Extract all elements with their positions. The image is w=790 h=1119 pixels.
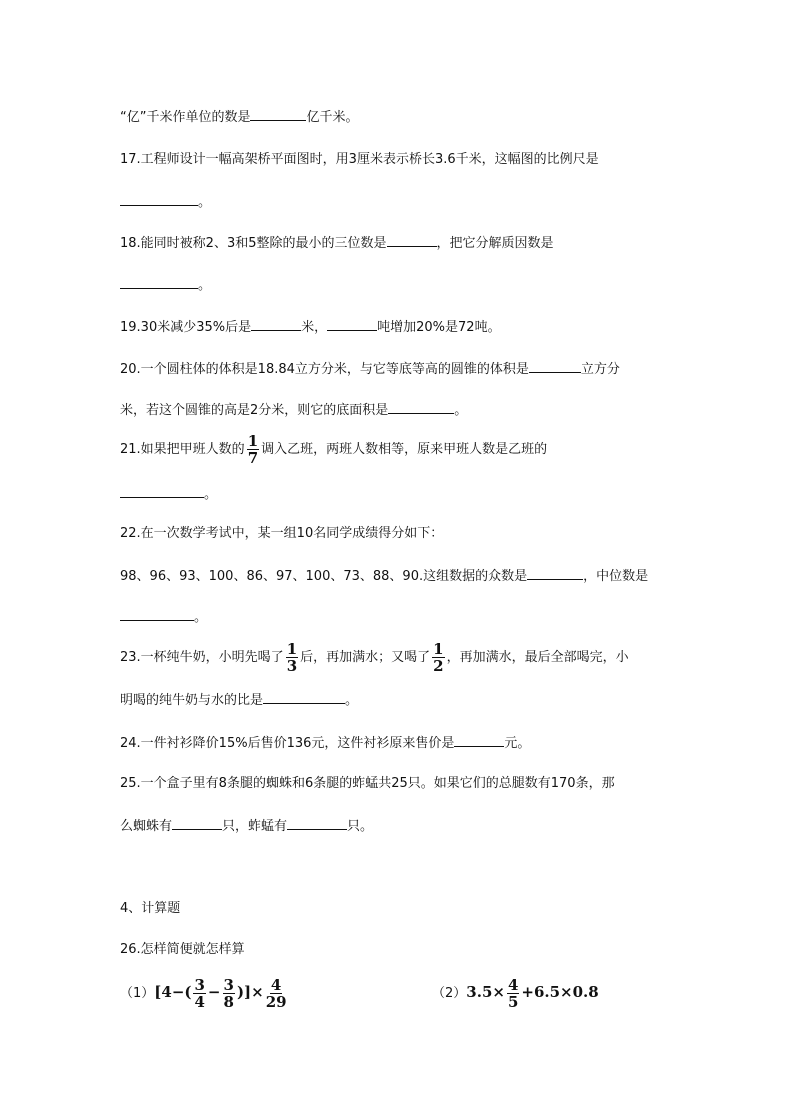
q16-blank[interactable]: [250, 108, 306, 121]
q26-p2-label: （2）: [432, 986, 467, 1001]
q22-answer: [120, 608, 207, 627]
q22-c: ，中位数是: [583, 569, 649, 584]
q18: [120, 234, 554, 253]
q26-p1-f1-num: 3: [194, 975, 205, 994]
q25-d: 只。: [347, 819, 374, 834]
q26-p1-f2-num: 3: [223, 975, 234, 994]
q20-blank-2[interactable]: [388, 401, 454, 414]
q26-p2-den: 5: [507, 992, 519, 1011]
q16-unit: 亿千米。: [306, 110, 359, 125]
q21-answer: [120, 485, 217, 504]
section-4-text: 4、计算题: [120, 901, 181, 916]
q26-p1-f2-den: 8: [223, 992, 234, 1011]
q23-den-2: 2: [433, 657, 444, 675]
q23-den-1: 3: [286, 657, 298, 675]
q26-p1-f3-num: 4: [270, 975, 282, 994]
q25: [120, 775, 615, 793]
q26-p2-frac: [507, 977, 519, 1010]
q19-blank-2[interactable]: [327, 318, 377, 331]
section-4-title: [120, 900, 180, 918]
q26-p1-f1-den: 4: [194, 992, 205, 1011]
q19-b: 米，: [301, 320, 328, 335]
q22-end: 。: [194, 610, 208, 625]
q22-data: [120, 567, 648, 586]
q18-text: 18.能同时被称2、3和5整除的最小的三位数是: [120, 236, 387, 251]
q23-b: 后，再加满水；又喝了: [300, 650, 431, 665]
q24-b: 元。: [504, 736, 531, 751]
q22-blank-2[interactable]: [120, 608, 194, 621]
q20-a: 20.一个圆柱体的体积是18.84立方分米，与它等底等高的圆锥的体积是: [120, 362, 529, 377]
q20-cont: [120, 401, 467, 420]
q18-end: 。: [198, 278, 212, 293]
q22-a: 22.在一次数学考试中，某一组10名同学成绩得分如下：: [120, 526, 444, 541]
q17-end: 。: [198, 195, 212, 210]
q17: [120, 151, 599, 169]
q21-fraction: [247, 433, 259, 466]
q26-p1-f3-den: 29: [265, 992, 287, 1011]
q26-p1-frac-3: [266, 977, 287, 1010]
q26-p1-minus: −: [207, 983, 221, 1001]
q24-a: 24.一件衬衫降价15%后售价136元，这件衬衫原来售价是: [120, 736, 455, 751]
q23-blank[interactable]: [263, 691, 345, 704]
q23-cont: [120, 691, 358, 710]
q20-blank-1[interactable]: [529, 360, 581, 373]
q26-p1-mid: )]×: [236, 983, 264, 1001]
q24: [120, 734, 530, 753]
q26-p2-expr: [466, 975, 599, 1011]
q25-blank-1[interactable]: [172, 817, 222, 830]
q25-blank-2[interactable]: [287, 817, 347, 830]
q23-d: 明喝的纯牛奶与水的比是: [120, 693, 264, 708]
q23-end: 。: [345, 693, 359, 708]
q17-blank[interactable]: [120, 193, 198, 206]
q24-blank[interactable]: [454, 734, 504, 747]
q21-end: 。: [204, 487, 218, 502]
q21-b: 调入乙班，两班人数相等，原来甲班人数是乙班的: [261, 442, 548, 457]
q23-fraction-2: [432, 641, 444, 674]
q22-blank-1[interactable]: [527, 567, 583, 580]
q23-a: 23.一杯纯牛奶，小明先喝了: [120, 650, 284, 665]
q26-text: 26.怎样简便就怎样算: [120, 942, 245, 957]
q26-p1-frac-1: [193, 977, 205, 1010]
q20: [120, 360, 620, 379]
q26-part-2: [432, 973, 599, 1013]
q25-c: 只，蚱蜢有: [222, 819, 288, 834]
q23-fraction-1: [286, 641, 298, 674]
q19-c: 吨增加20%是72吨。: [377, 320, 501, 335]
q20-end: 。: [454, 403, 468, 418]
q18-blank-2[interactable]: [120, 276, 198, 289]
q22: [120, 525, 443, 543]
q21: [120, 433, 547, 467]
q23-num-2: 1: [433, 640, 444, 658]
q25-b: 么蜘蛛有: [120, 819, 173, 834]
q21-a: 21.如果把甲班人数的: [120, 442, 245, 457]
q23-c: ，再加满水，最后全部喝完，小: [446, 650, 629, 665]
q26-p2-num: 4: [507, 975, 519, 994]
q25-cont: [120, 817, 373, 836]
q26-p1-expr: [154, 975, 288, 1011]
q16-tail: [120, 108, 359, 127]
q20-c: 米，若这个圆锥的高是2分米，则它的底面积是: [120, 403, 389, 418]
q18-answer: [120, 276, 211, 295]
q22-b: 98、96、93、100、86、97、100、73、88、90.这组数据的众数是: [120, 569, 528, 584]
q26-title: [120, 941, 245, 959]
q23-num-1: 1: [286, 640, 298, 658]
q19-blank-1[interactable]: [251, 318, 301, 331]
q26-p1-pre: [4−(: [154, 983, 192, 1001]
q17-answer: [120, 193, 211, 212]
q19-a: 19.30米减少35%后是: [120, 320, 252, 335]
q21-num: 1: [247, 432, 259, 450]
q21-den: 7: [247, 449, 259, 467]
q26-p2-post: +6.5×0.8: [521, 983, 599, 1001]
q26-p1-frac-2: [223, 977, 235, 1010]
q25-a: 25.一个盒子里有8条腿的蜘蛛和6条腿的蚱蜢共25只。如果它们的总腿数有170条，那: [120, 776, 615, 791]
q23: [120, 641, 629, 675]
q18-blank-1[interactable]: [387, 234, 437, 247]
q20-b: 立方分: [580, 362, 620, 377]
q26-part-1: [120, 973, 289, 1013]
q26-p1-label: （1）: [120, 986, 155, 1001]
q26-p2-pre: 3.5×: [466, 983, 505, 1001]
q16-text: “亿”千米作单位的数是: [120, 110, 251, 125]
q17-text: 17.工程师设计一幅高架桥平面图时，用3厘米表示桥长3.6千米，这幅图的比例尺是: [120, 152, 599, 167]
q21-blank[interactable]: [120, 485, 204, 498]
q19: [120, 318, 501, 337]
q18-mid: ，把它分解质因数是: [436, 236, 554, 251]
